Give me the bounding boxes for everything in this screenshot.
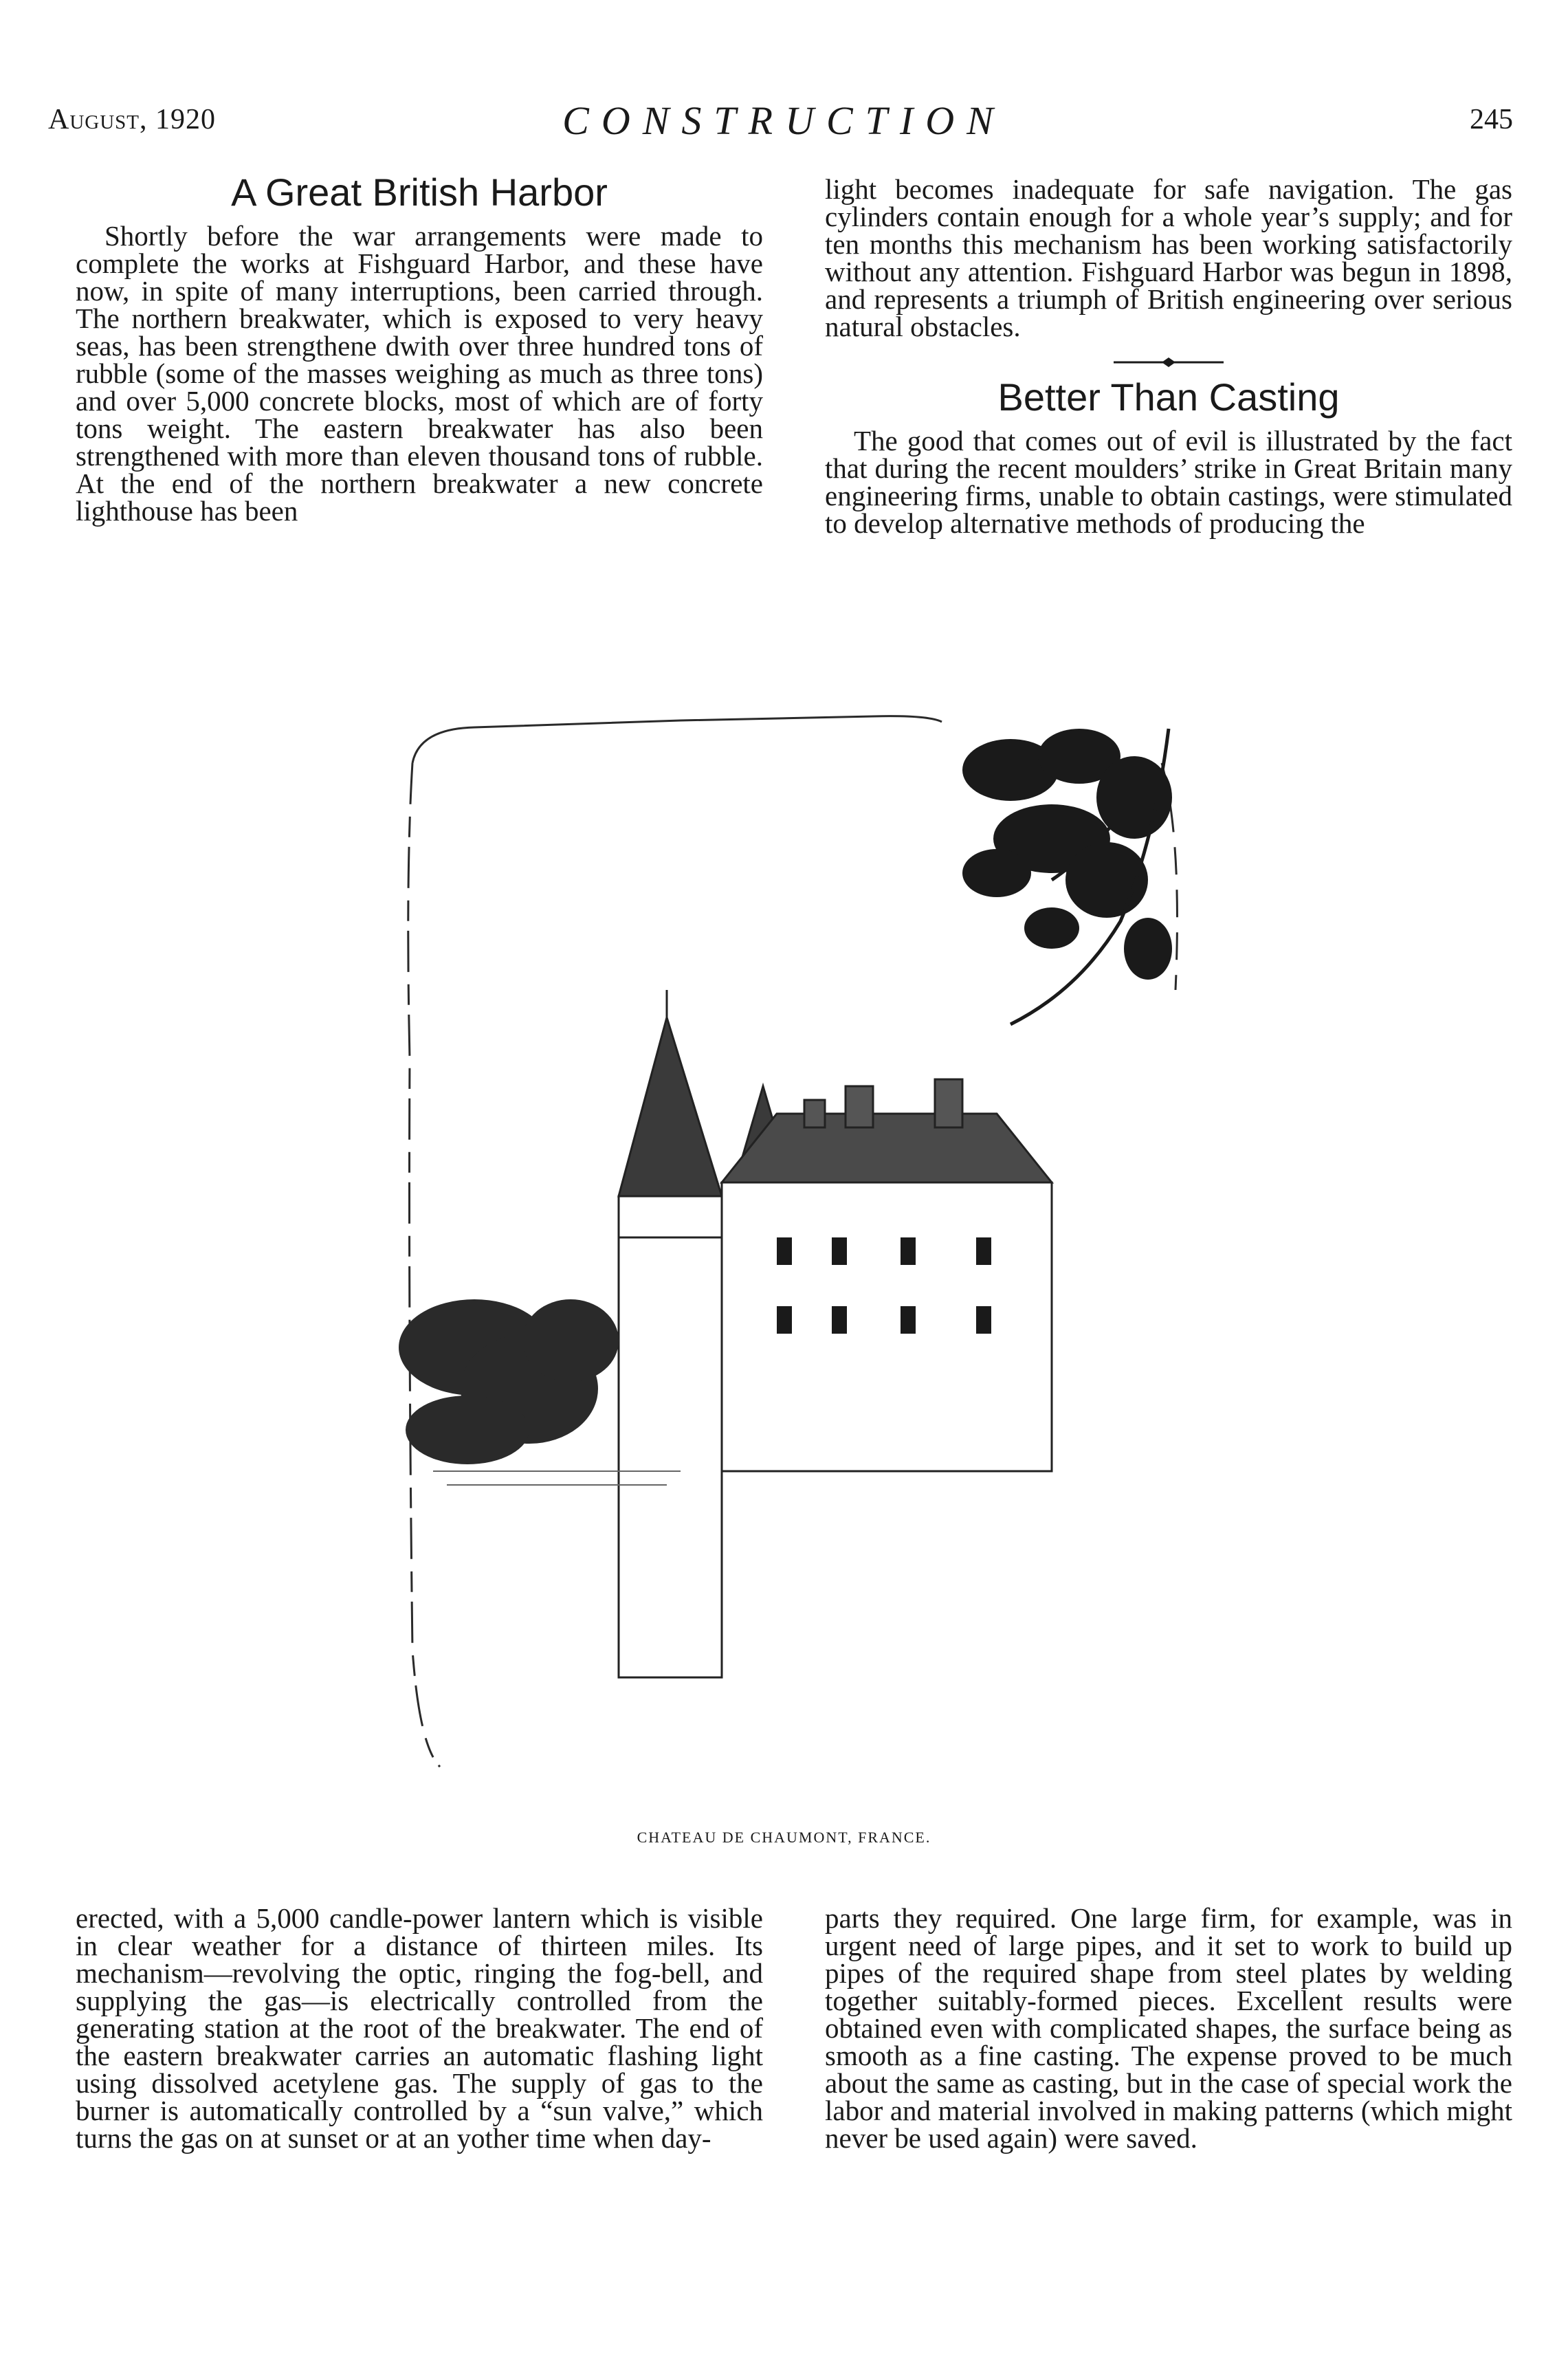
article-casting-paragraph-cont: parts they required. One large firm, for example, was in urgent need of large pipes, and it set to work to build up pipes of the required shape from steel plates by welding together suitably-formed pieces. Excellent results were obtained even with complicated shapes, the surface being as smooth as a fine casting. The expense proved to be much about the same as casting, but in the case of special work the labor and material involved in making patterns (which might never be used again) were saved. — [825, 1902, 1512, 2154]
issue-date: August, 1920 — [48, 104, 217, 135]
column-bottom-right — [825, 1904, 1512, 2152]
column-bottom-left — [76, 1904, 763, 2152]
article-title-harbor: A Great British Harbor — [231, 170, 608, 214]
article-harbor-paragraph-end: light becomes inadequate for safe navigation. The gas cylinders contain enough for a whole year’s supply; and for ten months this mechanism has been working satisfactorily without any attention. Fishguard Harbor was begun in 1898, and represents a triumph of British engineering over serious natural obstacles. — [825, 173, 1512, 342]
page-number: 245 — [1470, 104, 1513, 135]
column-top-left — [76, 168, 763, 525]
magazine-title: CONSTRUCTION — [562, 98, 1006, 143]
chateau-illustration — [392, 701, 1203, 1794]
article-casting-paragraph: The good that comes out of evil is illustrated by the fact that during the recent moulders’ strike in Great Britain many engineering firms, unable to obtain castings, were stimulated to develop alternative methods of producing the — [825, 425, 1512, 539]
article-harbor-paragraph-cont: erected, with a 5,000 candle-power lantern which is visible in clear weather for a distance of thirteen miles. Its mechanism—revolving the optic, ringing the fog-bell, and supplying the gas—is electrically controlled from the generating station at the root of the breakwater. The end of the eastern breakwater carries an automatic flashing light using dissolved acetylene gas. The supply of gas to the burner is automatically controlled by a “sun valve,” which turns the gas on at sunset or at an yother time when day- — [76, 1902, 763, 2154]
section-divider — [1114, 355, 1224, 369]
article-harbor-paragraph: Shortly before the war arrangements were made to complete the works at Fishguard Harbor, and these have now, in spite of many interruptions, been carried through. The northern breakwater, which is exposed to very heavy seas, has been strengthene dwith over three hundred tons of rubble (some of the masses weighing as much as three tons) and over 5,000 concrete blocks, most of which are of forty tons weight. The eastern breakwater has also been strengthened with more than eleven thousand tons of rubble. At the end of the northern breakwater a new concrete lighthouse has been — [76, 220, 763, 527]
article-title-casting: Better Than Casting — [997, 375, 1340, 419]
illustration-caption: CHATEAU DE CHAUMONT, FRANCE. — [637, 1829, 931, 1846]
running-head — [0, 98, 1568, 151]
column-top-right — [825, 175, 1512, 537]
